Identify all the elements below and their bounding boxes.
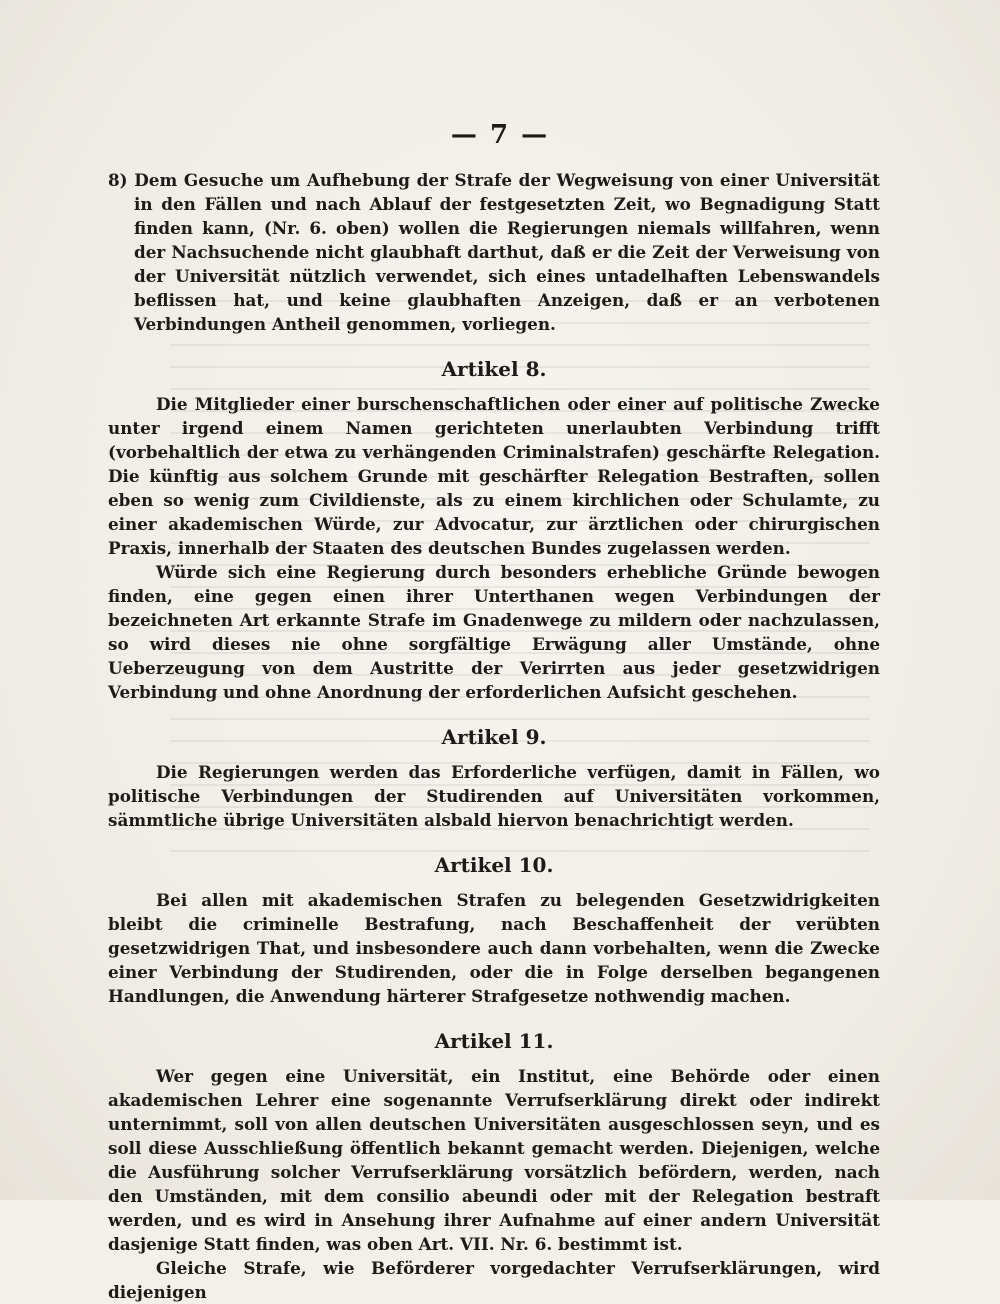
paragraph-artikel-8-1: Die Mitglieder einer burschenschaftlichen oder einer auf politische Zwecke unter irgend einem Namen gerichteten unerlaubten Verbindung trifft (vorbehaltlich der etwa zu verhängenden Criminalstrafen) geschärfte Relegation. Die künftig aus solchem Grunde mit geschärfter Relegation Bestraften, sollen eben so wenig zum Civildienste, als zu einem kirchlichen oder Schulamte, zu einer akademischen Würde, zur Advocatur, zur ärztlichen oder chirurgischen Praxis, innerhalb der Staaten des deutschen Bundes zugelassen werden. [108,394,880,558]
paragraph-item-8: 8) Dem Gesuche um Aufhebung der Strafe der Wegweisung von einer Universität in den Fällen und nach Ablauf der festgesetzten Zeit, wo Begnadigung Statt finden kann, (Nr. 6. oben) wollen die Regierungen niemals willfahren, wenn der Nachsuchende nicht glaubhaft darthut, daß er die Zeit der Verweisung von der Universität nützlich verwendet, sich eines untadelhaften Lebenswandels beflissen hat, und keine glaubhaften Anzeigen, daß er an verbotenen Verbindungen Antheil genommen, vorliegen. [108,170,880,334]
heading-artikel-10: Artikel 10. [434,853,554,877]
paragraph-artikel-9-1: Die Regierungen werden das Erforderliche verfügen, damit in Fällen, wo politische Verbindungen der Studirenden auf Universitäten vorkommen, sämmtliche übrige Universitäten alsbald hiervon benachrichtigt werden. [108,762,880,830]
page-body [108,168,880,1304]
paragraph-artikel-8-2: Würde sich eine Regierung durch besonders erhebliche Gründe bewogen finden, eine gegen einen ihrer Unterthanen wegen Verbindungen der bezeichneten Art erkannte Strafe im Gnadenwege zu mildern oder nachzulassen, so wird dieses nie ohne sorgfältige Erwägung aller Umstände, ohne Ueberzeugung von dem Austritte der Verirrten aus jeder gesetzwidrigen Verbindung und ohne Anordnung der erforderlichen Aufsicht geschehen. [108,562,880,702]
paragraph-artikel-10-1: Bei allen mit akademischen Strafen zu belegenden Gesetzwidrigkeiten bleibt die criminelle Bestrafung, nach Beschaffenheit der verübten gesetzwidrigen That, und insbesondere auch dann vorbehalten, wenn die Zwecke einer Verbindung der Studirenden, oder die in Folge derselben begangenen Handlungen, die Anwendung härterer Strafgesetze nothwendig machen. [108,890,880,1006]
page-number: — 7 — [450,120,550,150]
heading-artikel-8: Artikel 8. [441,357,547,381]
paragraph-artikel-11-1: Wer gegen eine Universität, ein Institut, eine Behörde oder einen akademischen Lehrer eine sogenannte Verrufserklärung direkt oder indirekt unternimmt, soll von allen deutschen Universitäten ausgeschlossen seyn, und es soll diese Ausschließung öffentlich bekannt gemacht werden. Diejenigen, welche die Ausführung solcher Verrufserklärung vorsätzlich befördern, werden, nach den Umständen, mit dem consilio abeundi oder mit der Relegation bestraft werden, und es wird in Ansehung ihrer Aufnahme auf einer andern Universität dasjenige Statt finden, was oben Art. VII. Nr. 6. bestimmt ist. [108,1066,880,1254]
paragraph-artikel-11-2: Gleiche Strafe, wie Beförderer vorgedachter Verrufserklärungen, wird diejenigen [108,1258,880,1302]
heading-artikel-11: Artikel 11. [434,1029,554,1053]
heading-artikel-9: Artikel 9. [441,725,547,749]
